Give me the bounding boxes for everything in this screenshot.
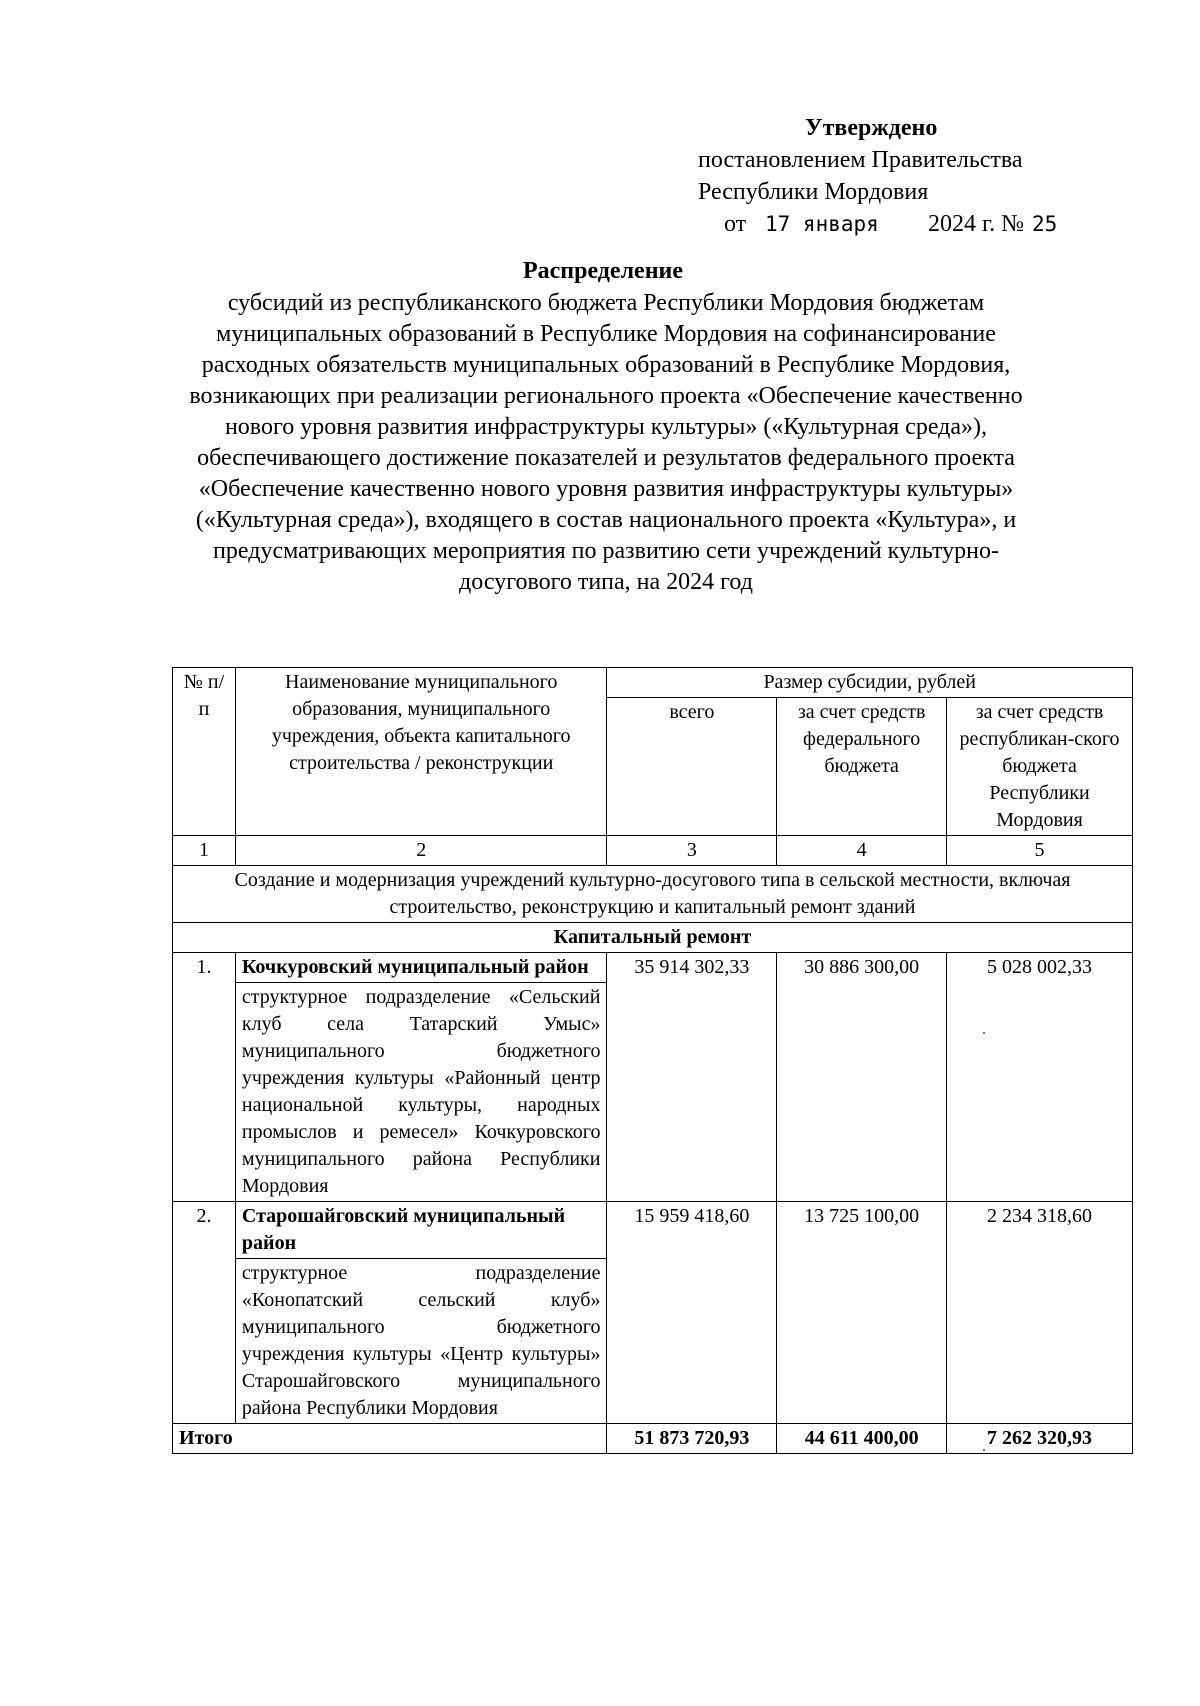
totals-row: [173, 1424, 1133, 1454]
subsection-heading: Капитальный ремонт: [173, 923, 1133, 953]
row-institution: структурное подразделение «Конопатский сельский клуб» муниципального бюджетного учреждения культуры «Центр культуры» Старошайговского муниципального района Республики Мордовия: [235, 1259, 607, 1424]
approval-number: 25: [1032, 212, 1058, 236]
row-institution: структурное подразделение «Сельский клуб села Татарский Умыс» муниципального бюджетного учреждения культуры «Районный центр национальной культуры, народных промыслов и ремесел» Кочкуровского муниципального района Республики Мордовия: [235, 983, 607, 1202]
column-number: 2: [235, 836, 607, 866]
header-total: всего: [607, 698, 777, 836]
column-number: 1: [173, 836, 236, 866]
table-row: [173, 1202, 1133, 1259]
approval-line-1: постановлением Правительства: [698, 147, 1023, 173]
column-number: 4: [777, 836, 947, 866]
subsection-row: [173, 923, 1133, 953]
row-number: 2.: [173, 1202, 236, 1424]
totals-label: Итого: [173, 1424, 607, 1454]
scan-speck: [983, 1449, 985, 1451]
approval-date-day: 17 января: [765, 212, 879, 236]
document-subtitle: субсидий из республиканского бюджета Республики Мордовия бюджетам муниципальных образований в Республике Мордовия на софинансирование расходных обязательств муниципальных образований в Республике Мордовия, возникающих при реализации регионального проекта «Обеспечение качественно нового уровня развития инфраструктуры культуры» («Культурная среда»), обеспечивающего достижение показателей и результатов федерального проекта «Обеспечение качественно нового уровня развития инфраструктуры культуры» («Культурная среда»), входящего в состав национального проекта «Культура», и предусматривающих мероприятия по развитию сети учреждений культурно-досугового типа, на 2024 год: [189, 290, 1023, 595]
approval-date-year: 2024 г. №: [928, 211, 1025, 237]
document-title: Распределение: [522, 258, 684, 284]
table-row: [173, 953, 1133, 983]
row-district: Кочкуровский муниципальный район: [235, 953, 607, 983]
row-number: 1.: [173, 953, 236, 1202]
row-total: 15 959 418,60: [607, 1202, 777, 1424]
row-federal: 13 725 100,00: [777, 1202, 947, 1424]
scan-speck: [983, 1032, 985, 1034]
header-name: Наименование муниципального образования, муниципального учреждения, объекта капитального строительства / реконструкции: [235, 668, 607, 836]
column-number: 5: [947, 836, 1133, 866]
column-number-row: [173, 836, 1133, 866]
row-republic: 2 234 318,60: [947, 1202, 1133, 1424]
header-row-1: [173, 668, 1133, 698]
header-subsidy: Размер субсидии, рублей: [607, 668, 1133, 698]
header-republic: за счет средств республикан-ского бюджета Республики Мордовия: [947, 698, 1133, 836]
approval-title: Утверждено: [805, 115, 938, 141]
column-number: 3: [607, 836, 777, 866]
row-district: Старошайговский муниципальный район: [235, 1202, 607, 1259]
row-total: 35 914 302,33: [607, 953, 777, 1202]
section-heading: Создание и модернизация учреждений культурно-досугового типа в сельской местности, включая строительство, реконструкцию и капитальный ремонт зданий: [173, 866, 1133, 923]
row-republic: 5 028 002,33: [947, 953, 1133, 1202]
subsidy-table: [172, 667, 1133, 1454]
row-federal: 30 886 300,00: [777, 953, 947, 1202]
section-row: [173, 866, 1133, 923]
header-num: № п/п: [173, 668, 236, 836]
approval-line-2: Республики Мордовия: [698, 179, 929, 205]
header-federal: за счет средств федерального бюджета: [777, 698, 947, 836]
totals-republic: 7 262 320,93: [947, 1424, 1133, 1454]
approval-date-prefix: от: [724, 211, 747, 237]
totals-federal: 44 611 400,00: [777, 1424, 947, 1454]
totals-total: 51 873 720,93: [607, 1424, 777, 1454]
